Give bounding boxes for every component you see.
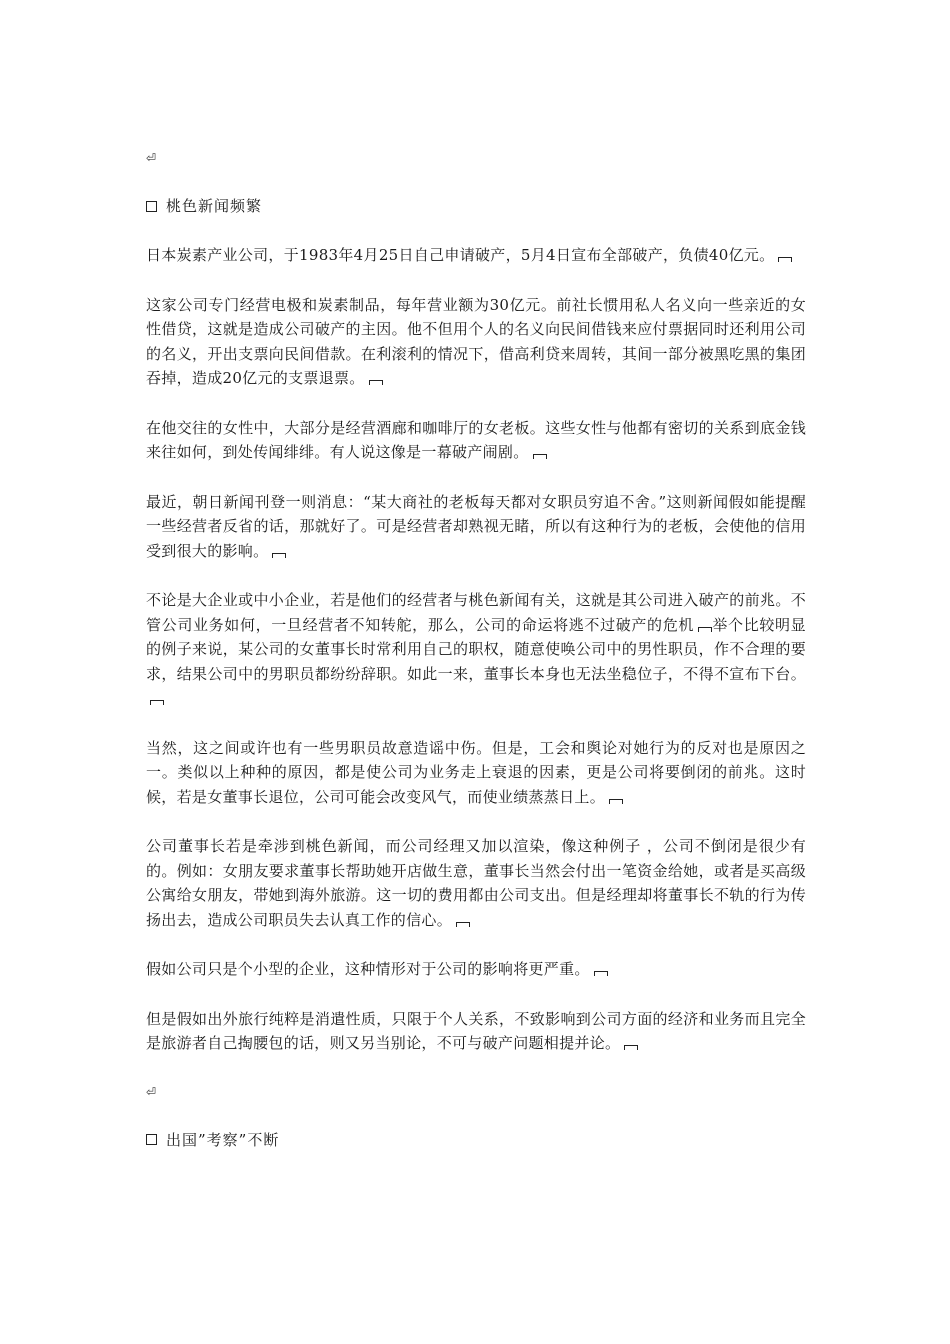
section-heading	[146, 194, 806, 218]
section-break-marker: ⏎	[146, 151, 157, 165]
paragraph-return-icon	[698, 627, 712, 632]
paragraph-return-icon	[624, 1045, 638, 1050]
section-heading-text: 出国”考察”不断	[166, 1130, 280, 1149]
paragraph-text: 最近，朝日新闻刊登一则消息：“某大商社的老板每天都对女职员穷追不舍。”这则新闻假如能提醒一些经营者反省的话，那就好了。可是经营者却熟视无睹，所以有这种行为的老板，会使他的信用受到很大的影响。	[146, 492, 806, 560]
paragraph-text: 当然，这之间或许也有一些男职员故意造谣中伤。但是，工会和舆论对她行为的反对也是原因之一。类似以上种种的原因，都是使公司为业务走上衰退的因素，更是公司将要倒闭的前兆。这时候，若是女董事长退位，公司可能会改变风气，而使业绩蒸蒸日上。	[146, 738, 806, 806]
paragraph	[146, 416, 806, 465]
paragraph-return-icon	[778, 257, 792, 262]
paragraph-return-icon	[533, 454, 547, 459]
paragraph-return-icon	[456, 922, 470, 927]
paragraph-return-icon	[594, 971, 608, 976]
paragraph	[146, 957, 806, 982]
paragraph-return-icon	[609, 799, 623, 804]
paragraph-text: 不论是大企业或中小企业，若是他们的经营者与桃色新闻有关，这就是其公司进入破产的前兆。不管公司业务如何，一旦经营者不知转舵，那么，公司的命运将逃不过破产的危机	[146, 591, 806, 634]
document-page	[146, 150, 806, 1152]
paragraph	[146, 293, 806, 391]
paragraph-return-icon	[369, 380, 383, 385]
paragraph-return-icon	[272, 553, 286, 558]
paragraph-return-icon	[150, 700, 164, 705]
paragraph-text: 在他交往的女性中，大部分是经营酒廊和咖啡厅的女老板。这些女性与他都有密切的关系到底金钱来往如何，到处传闻绯绯。有人说这像是一幕破产闹剧。	[146, 418, 806, 461]
section-break-marker: ⏎	[146, 1084, 157, 1099]
paragraph-text: 日本炭素产业公司，于1983年4月25日自己申请破产，5月4日宣布全部破产，负债40亿元。	[146, 246, 775, 264]
paragraph-text: 但是假如出外旅行纯粹是消遣性质，只限于个人关系，不致影响到公司方面的经济和业务而且完全是旅游者自己掏腰包的话，则又另当别论，不可与破产问题相提并论。	[146, 1009, 806, 1052]
paragraph-text: 假如公司只是个小型的企业，这种情形对于公司的影响将更严重。	[146, 960, 590, 978]
section-heading	[146, 1128, 806, 1152]
paragraph	[146, 243, 806, 268]
checkbox-icon	[146, 1134, 157, 1145]
paragraph	[146, 834, 806, 932]
paragraph	[146, 588, 806, 711]
paragraph	[146, 736, 806, 810]
paragraph	[146, 490, 806, 564]
paragraph	[146, 1007, 806, 1056]
section-heading-text: 桃色新闻频繁	[166, 197, 263, 215]
paragraph-text: 这家公司专门经营电极和炭素制品，每年营业额为30亿元。前社长惯用私人名义向一些亲近的女性借贷，这就是造成公司破产的主因。他不但用个人的名义向民间借钱来应付票据同时还利用公司的名义，开出支票向民间借款。在利滚利的情况下，借高利贷来周转，其间一部分被黑吃黑的集团吞掉，造成20亿元的支票退票。	[146, 295, 806, 387]
checkbox-icon	[146, 201, 157, 212]
paragraph-text: 公司董事长若是牵涉到桃色新闻，而公司经理又加以渲染，像这种例子 ，公司不倒闭是很少有的。例如：女朋友要求董事长帮助她开店做生意，董事长当然会付出一笔资金给她，或者是买高级公寓给女朋友，带她到海外旅游。这一切的费用都由公司支出。但是经理却将董事长不轨的行为传扬出去，造成公司职员失去认真工作的信心。	[146, 837, 806, 929]
paragraph-text: 举个比较明显的例子来说，某公司的女董事长时常利用自己的职权，随意使唤公司中的男性职员，作不合理的要求，结果公司中的男职员都纷纷辞职。如此一来，董事长本身也无法坐稳位子，不得不宣布下台。	[146, 615, 806, 683]
